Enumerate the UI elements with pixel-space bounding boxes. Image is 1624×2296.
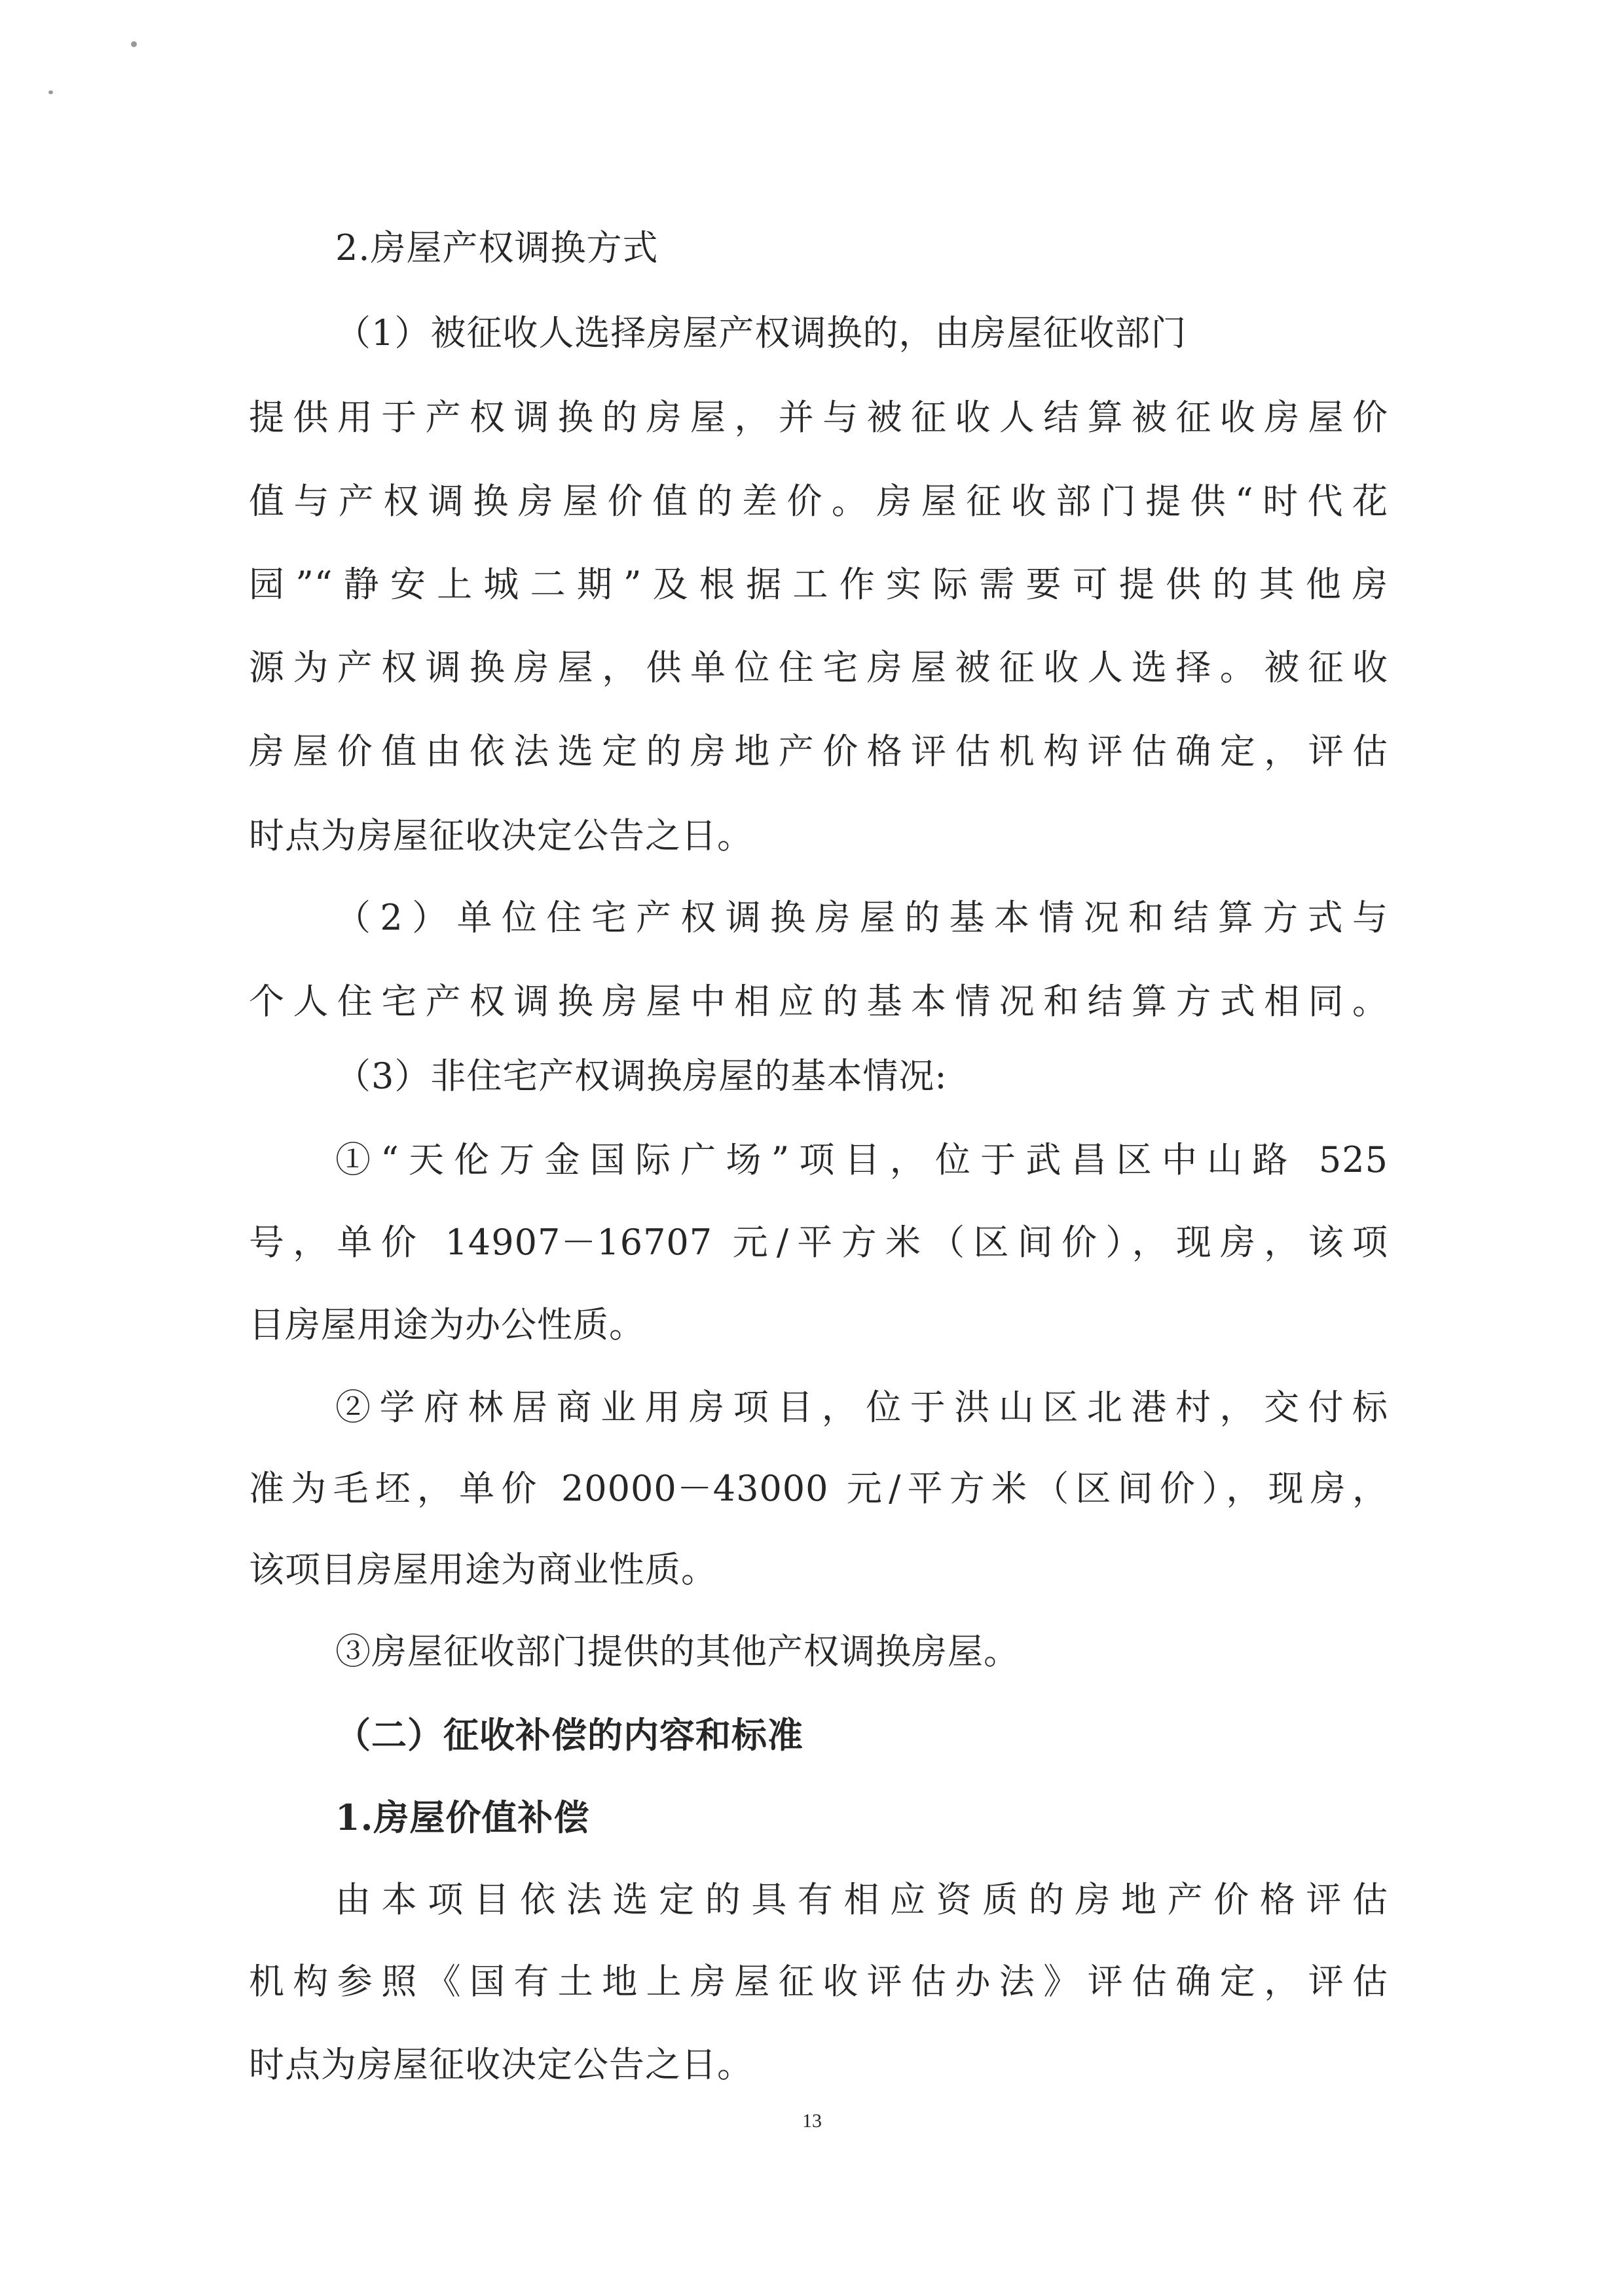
paragraph-line: （1）被征收人选择房屋产权调换的，由房屋征收部门 bbox=[335, 312, 1187, 354]
paragraph-line: 个人住宅产权调换房屋中相应的基本情况和结算方式相同。 bbox=[249, 981, 1388, 1022]
paragraph-line: 源为产权调换房屋，供单位住宅房屋被征收人选择。被征收 bbox=[249, 647, 1388, 688]
paragraph-line: ③房屋征收部门提供的其他产权调换房屋。 bbox=[335, 1631, 1020, 1672]
paragraph-line: （3）非住宅产权调换房屋的基本情况: bbox=[335, 1055, 948, 1097]
paragraph-line: ②学府林居商业用房项目，位于洪山区北港村，交付标 bbox=[335, 1387, 1388, 1428]
paragraph-line: 目房屋用途为办公性质。 bbox=[249, 1304, 645, 1345]
section-heading: （二）征收补偿的内容和标准 bbox=[335, 1714, 803, 1756]
paragraph-line: 号，单价 14907－16707 元/平方米（区间价），现房，该项 bbox=[249, 1222, 1388, 1263]
paragraph-line: （2）单位住宅产权调换房屋的基本情况和结算方式与 bbox=[335, 897, 1388, 938]
page-number: 13 bbox=[802, 2110, 822, 2132]
scan-speck bbox=[48, 90, 53, 94]
section-heading: 1.房屋价值补偿 bbox=[335, 1796, 590, 1838]
paragraph-line: 园”“静安上城二期”及根据工作实际需要可提供的其他房 bbox=[249, 564, 1388, 605]
scan-speck bbox=[131, 41, 137, 47]
paragraph-line: 准为毛坯，单价 20000－43000 元/平方米（区间价），现房， bbox=[249, 1468, 1388, 1509]
paragraph-line: ①“天伦万金国际广场”项目，位于武昌区中山路 525 bbox=[335, 1139, 1388, 1180]
paragraph-line: 提供用于产权调换的房屋，并与被征收人结算被征收房屋价 bbox=[249, 397, 1388, 438]
paragraph-line: 该项目房屋用途为商业性质。 bbox=[249, 1549, 717, 1590]
paragraph-line: 房屋价值由依法选定的房地产价格评估机构评估确定，评估 bbox=[249, 731, 1388, 772]
section-heading: 2.房屋产权调换方式 bbox=[335, 227, 659, 268]
paragraph-line: 机构参照《国有土地上房屋征收评估办法》评估确定，评估 bbox=[249, 1961, 1388, 2002]
paragraph-line: 由本项目依法选定的具有相应资质的房地产价格评估 bbox=[335, 1879, 1388, 1920]
paragraph-line: 值与产权调换房屋价值的差价。房屋征收部门提供“时代花 bbox=[249, 481, 1388, 522]
paragraph-line: 时点为房屋征收决定公告之日。 bbox=[249, 815, 753, 856]
paragraph-line: 时点为房屋征收决定公告之日。 bbox=[249, 2044, 753, 2085]
